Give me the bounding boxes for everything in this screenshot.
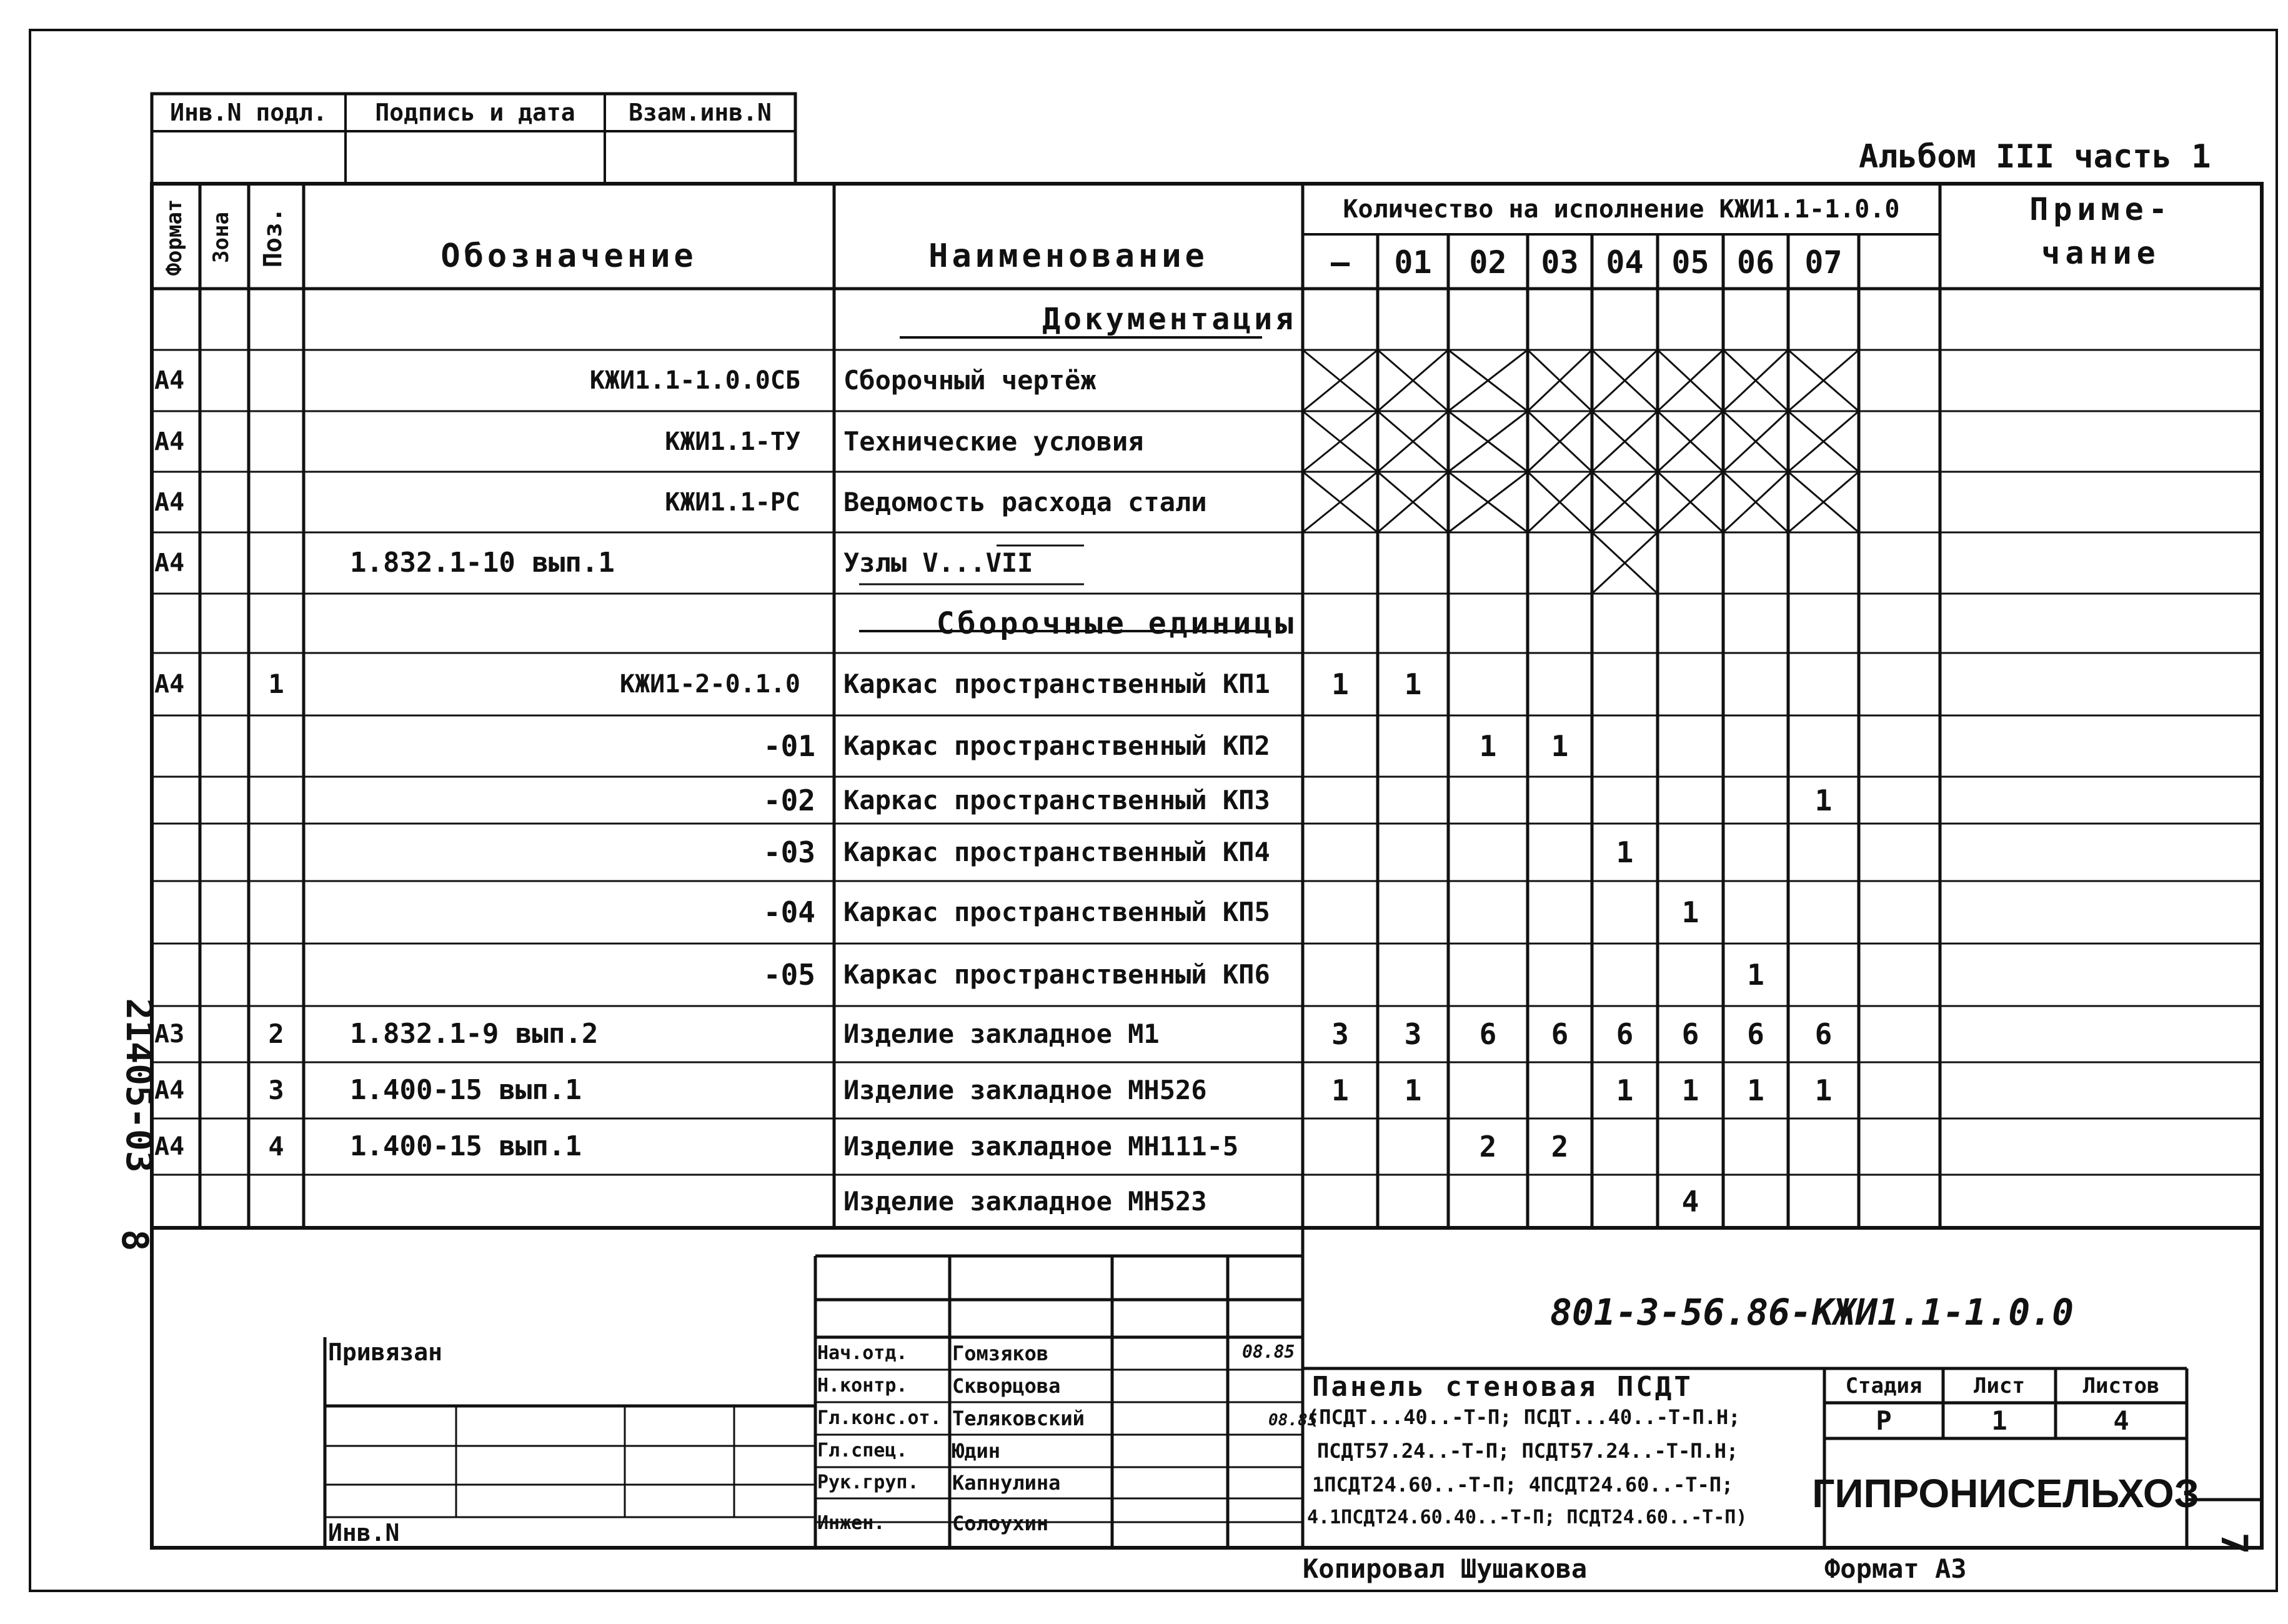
list-label: Лист — [1974, 1373, 2025, 1398]
row-quantity: 6 — [1747, 1017, 1764, 1051]
variant-header: 05 — [1671, 244, 1709, 281]
side-number: 21405-03 — [118, 998, 161, 1173]
date-1: 08.85 — [1242, 1342, 1295, 1362]
row-oboznachenie: 1.832.1-10 вып.1 — [350, 547, 615, 579]
stamp-vzam-inv: Взам.инв.N — [629, 99, 772, 126]
list-value: 1 — [1991, 1405, 2007, 1436]
row-poz — [249, 1175, 304, 1228]
organization: ГИПРОНИСЕЛЬХОЗ — [1812, 1471, 2199, 1516]
row-format — [152, 777, 202, 824]
row-quantity: 1 — [1551, 729, 1569, 763]
date-2: 08.85 — [1268, 1411, 1318, 1430]
row-naimenovanie: Изделие закладное МН526 — [843, 1075, 1207, 1105]
row-quantity: 4 — [1681, 1184, 1699, 1218]
row-naimenovanie: Каркас пространственный КП1 — [843, 669, 1270, 699]
section-heading: Документация — [1042, 302, 1296, 337]
row-quantity: 6 — [1551, 1017, 1569, 1051]
row-quantity: 1 — [1331, 1074, 1349, 1107]
row-naimenovanie: Изделие закладное МН111-5 — [843, 1131, 1239, 1162]
row-format: А4 — [154, 366, 185, 395]
row-quantity: 6 — [1616, 1017, 1634, 1051]
row-quantity: 2 — [1551, 1130, 1569, 1163]
row-naimenovanie: Каркас пространственный КП6 — [843, 959, 1270, 990]
kopiroval: Копировал Шушакова — [1303, 1553, 1588, 1584]
row-oboznachenie — [350, 594, 825, 653]
row-naimenovanie: Сборочный чертёж — [843, 365, 1097, 396]
row-naimenovanie: Каркас пространственный КП3 — [843, 784, 1270, 815]
row-naimenovanie: Каркас пространственный КП5 — [843, 897, 1270, 927]
row-oboznachenie: 1.832.1-9 вып.2 — [350, 1018, 599, 1050]
product-title: Панель стеновая ПСДТ — [1312, 1371, 1693, 1403]
row-quantity: 2 — [1479, 1130, 1497, 1163]
side-page: 8 — [114, 1229, 156, 1252]
row-format — [152, 824, 202, 881]
row-poz — [249, 881, 304, 944]
row-poz — [249, 350, 304, 411]
role-person: Юдин — [952, 1439, 1001, 1463]
row-format — [152, 944, 202, 1006]
header-kolichestvo: Количество на исполнение КЖИ1.1-1.0.0 — [1343, 195, 1900, 224]
variant-header: 04 — [1606, 244, 1644, 281]
listov-value: 4 — [2113, 1405, 2129, 1436]
header-oboznachenie: Обозначение — [440, 237, 697, 275]
row-quantity: 1 — [1747, 1074, 1764, 1107]
row-naimenovanie: Технические условия — [843, 426, 1144, 457]
row-quantity: 6 — [1814, 1017, 1833, 1051]
row-format: А3 — [154, 1020, 185, 1049]
row-poz — [249, 472, 304, 532]
variant-header: 07 — [1804, 244, 1843, 281]
stadiya-value: Р — [1876, 1405, 1892, 1436]
row-poz — [249, 411, 304, 472]
doc-code: 801-3-56.86-КЖИ1.1-1.0.0 — [1549, 1291, 2074, 1333]
format-label: Формат А3 — [1824, 1553, 1967, 1584]
header-naimenovanie: Наименование — [928, 237, 1208, 275]
row-quantity: 1 — [1814, 783, 1833, 817]
role-title: Гл.спец. — [817, 1440, 908, 1462]
variant-header: 02 — [1469, 244, 1507, 281]
role-title: Гл.конс.от. — [817, 1407, 942, 1429]
row-poz: 2 — [268, 1019, 284, 1049]
role-title: Рук.груп. — [817, 1472, 919, 1493]
header-primechanie-1: Приме- — [2029, 191, 2172, 227]
row-format: А4 — [154, 1132, 185, 1161]
section-heading: Сборочные единицы — [936, 605, 1296, 641]
corner-page: 7 — [2213, 1532, 2256, 1555]
row-poz — [249, 824, 304, 881]
row-quantity: 1 — [1331, 667, 1349, 701]
product-line-1: (ПСДТ...40..-Т-П; ПСДТ...40..-Т-П.Н; — [1307, 1405, 1741, 1429]
row-quantity: 1 — [1616, 1074, 1634, 1107]
row-oboznachenie: КЖИ1.1-1.0.0СБ — [589, 366, 800, 395]
row-poz: 1 — [268, 669, 284, 699]
row-naimenovanie: Узлы V...VII — [843, 547, 1033, 578]
role-person: Гомзяков — [952, 1342, 1049, 1365]
row-poz — [249, 777, 304, 824]
row-format: А4 — [154, 670, 185, 699]
row-quantity: 1 — [1681, 895, 1699, 929]
header-format: Формат — [162, 199, 187, 276]
header-primechanie-2: чание — [2041, 235, 2161, 271]
row-oboznachenie: КЖИ1.1-ТУ — [665, 427, 800, 456]
row-poz — [249, 289, 304, 350]
role-title: Н.контр. — [817, 1375, 908, 1397]
row-oboznachenie — [350, 1175, 825, 1228]
role-title: Инжен. — [817, 1512, 885, 1534]
stadiya-label: Стадия — [1845, 1373, 1922, 1398]
row-format — [152, 715, 202, 777]
row-poz — [249, 532, 304, 594]
privyazan-label: Привязан — [328, 1338, 443, 1366]
row-format: А4 — [154, 1076, 185, 1105]
row-format — [152, 594, 202, 653]
row-oboznachenie: 1.400-15 вып.1 — [350, 1130, 582, 1162]
row-naimenovanie: Изделие закладное МН523 — [843, 1185, 1207, 1217]
row-quantity: 1 — [1404, 667, 1422, 701]
row-format: А4 — [154, 487, 185, 517]
stamp-podpis-data: Подпись и дата — [375, 99, 575, 126]
listov-label: Листов — [2082, 1373, 2160, 1398]
row-poz — [249, 594, 304, 653]
row-naimenovanie: Ведомость расхода стали — [843, 486, 1207, 517]
row-poz: 3 — [268, 1075, 284, 1105]
row-format — [152, 1175, 202, 1228]
row-quantity: 3 — [1404, 1017, 1422, 1051]
row-quantity: 6 — [1681, 1017, 1699, 1051]
row-quantity: 1 — [1814, 1074, 1833, 1107]
row-naimenovanie: Каркас пространственный КП4 — [843, 837, 1270, 867]
row-oboznachenie: -02 — [763, 783, 815, 817]
row-quantity: 1 — [1404, 1074, 1422, 1107]
row-quantity: 1 — [1681, 1074, 1699, 1107]
row-oboznachenie: КЖИ1.1-РС — [665, 487, 800, 517]
row-oboznachenie: КЖИ1-2-0.1.0 — [620, 670, 800, 699]
role-person: Теляковский — [952, 1407, 1085, 1430]
row-oboznachenie: -01 — [763, 729, 815, 763]
variant-header: 03 — [1541, 244, 1579, 281]
row-quantity: 3 — [1331, 1017, 1349, 1051]
row-format — [152, 881, 202, 944]
row-quantity: 1 — [1747, 958, 1764, 992]
row-format — [152, 289, 202, 350]
row-format: А4 — [154, 549, 185, 577]
row-quantity: 1 — [1616, 835, 1634, 869]
stamp-inv-podl: Инв.N подл. — [170, 99, 327, 126]
product-line-3: 1ПСДТ24.60..-Т-П; 4ПСДТ24.60..-Т-П; — [1312, 1473, 1734, 1497]
product-line-2: ПСДТ57.24..-Т-П; ПСДТ57.24..-Т-П.Н; — [1317, 1439, 1739, 1463]
album-label: Альбом III часть 1 — [1859, 138, 2211, 176]
header-poz: Поз. — [259, 207, 287, 268]
inv-n-label: Инв.N — [328, 1519, 400, 1547]
row-oboznachenie: -05 — [763, 958, 815, 992]
product-line-4: 4.1ПСДТ24.60.40..-Т-П; ПСДТ24.60..-Т-П) — [1307, 1507, 1748, 1528]
variant-header: 01 — [1394, 244, 1432, 281]
row-poz — [249, 715, 304, 777]
role-person: Солоухин — [952, 1511, 1049, 1535]
row-oboznachenie: 1.400-15 вып.1 — [350, 1074, 582, 1106]
row-format: А4 — [154, 427, 185, 456]
variant-header: 06 — [1736, 244, 1775, 281]
row-oboznachenie: -03 — [763, 835, 815, 869]
row-naimenovanie: Изделие закладное М1 — [843, 1019, 1160, 1049]
row-poz — [249, 944, 304, 1006]
row-naimenovanie: Каркас пространственный КП2 — [843, 730, 1270, 761]
role-person: Капнулина — [952, 1471, 1061, 1495]
row-oboznachenie — [350, 289, 825, 350]
header-zona: Зона — [209, 212, 234, 263]
row-oboznachenie: -04 — [763, 895, 815, 929]
role-title: Нач.отд. — [817, 1342, 908, 1364]
variant-header: — — [1330, 244, 1350, 281]
row-quantity: 1 — [1479, 729, 1497, 763]
row-quantity: 6 — [1479, 1017, 1497, 1051]
role-person: Скворцова — [952, 1374, 1061, 1398]
row-poz: 4 — [268, 1131, 284, 1162]
